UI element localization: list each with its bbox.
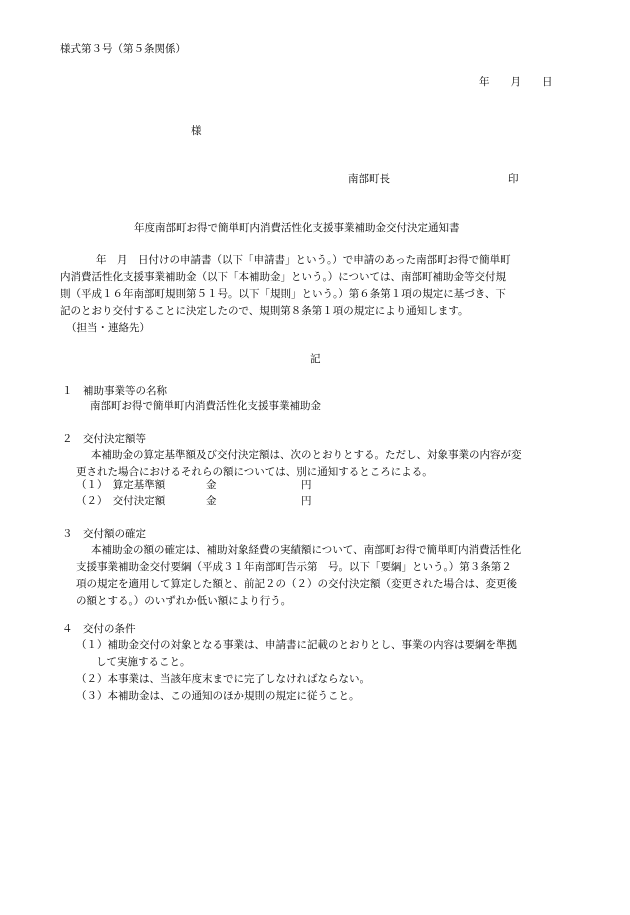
amount-row-yen: 円	[301, 495, 312, 507]
ki-heading: 記	[310, 353, 321, 365]
amount-row-kin: 金	[206, 495, 217, 507]
amount-row-label: （２） 交付決定額	[76, 495, 166, 507]
amount-row-kin: 金	[206, 479, 217, 491]
condition-item: （２）本事業は、当該年度末までに完了しなければならない。	[76, 673, 370, 685]
section-1-body: 南部町お得で簡単町内消費活性化支援事業補助金	[90, 400, 321, 412]
section-3-line: の額とする。）のいずれか低い額により行う。	[76, 595, 292, 607]
section-1-heading: １ 補助事業等の名称	[62, 385, 167, 397]
intro-line: 則（平成１６年南部町規則第５１号。以下「規則」という。）第６条第１項の規定に基づき、下	[60, 288, 506, 300]
addressee-label: 様	[191, 125, 202, 137]
section-2-body	[76, 447, 522, 481]
intro-paragraph	[60, 252, 511, 320]
section-3-heading: ３ 交付額の確定	[62, 528, 146, 540]
intro-line: 内消費活性化支援事業補助金（以下「本補助金」という。）については、南部町補助金等交付規	[60, 271, 507, 283]
section-2-line: 更された場合におけるそれらの額については、別に通知するところによる。	[76, 466, 433, 478]
section-3-line: 項の規定を適用して算定した額と、前記２の（２）の交付決定額（変更された場合は、変更後	[76, 578, 517, 590]
section-3-line: 支援事業補助金交付要綱（平成３１年南部町告示第 号。以下「要綱」という。）第３条第２	[76, 561, 512, 573]
section-2-line: 本補助金の算定基準額及び交付決定額は、次のとおりとする。ただし、対象事業の内容が変	[91, 449, 522, 461]
form-number: 様式第３号（第５条関係）	[60, 43, 186, 55]
condition-item: （１）補助金交付の対象となる事業は、申請書に記載のとおりとし、事業の内容は要綱を準拠	[76, 639, 517, 651]
contact-label: （担当・連絡先）	[66, 322, 150, 334]
date-line: 年 月 日	[479, 76, 553, 88]
section-3-line: 本補助金の額の確定は、補助対象経費の実績額について、南部町お得で簡単町内消費活性化	[91, 544, 522, 556]
intro-line: 年 月 日付けの申請書（以下「申請書」という。）で申請のあった南部町お得で簡単町	[96, 254, 511, 266]
sender-name: 南部町長	[348, 173, 390, 185]
section-2-heading: ２ 交付決定額等	[62, 433, 146, 445]
section-4-list	[76, 637, 517, 705]
section-3-body	[76, 542, 521, 610]
condition-item: （３）本補助金は、この通知のほか規則の規定に従うこと。	[76, 690, 360, 702]
document-title: 年度南部町お得で簡単町内消費活性化支援事業補助金交付決定通知書	[134, 222, 460, 234]
amount-row-yen: 円	[301, 479, 312, 491]
amount-row-label: （１） 算定基準額	[76, 479, 166, 491]
seal-mark: 印	[508, 173, 519, 185]
condition-item: して実施すること。	[96, 656, 191, 668]
intro-line: 記のとおり交付することに決定したので、規則第８条第１項の規定により通知します。	[60, 305, 469, 317]
section-4-heading: ４ 交付の条件	[62, 623, 136, 635]
